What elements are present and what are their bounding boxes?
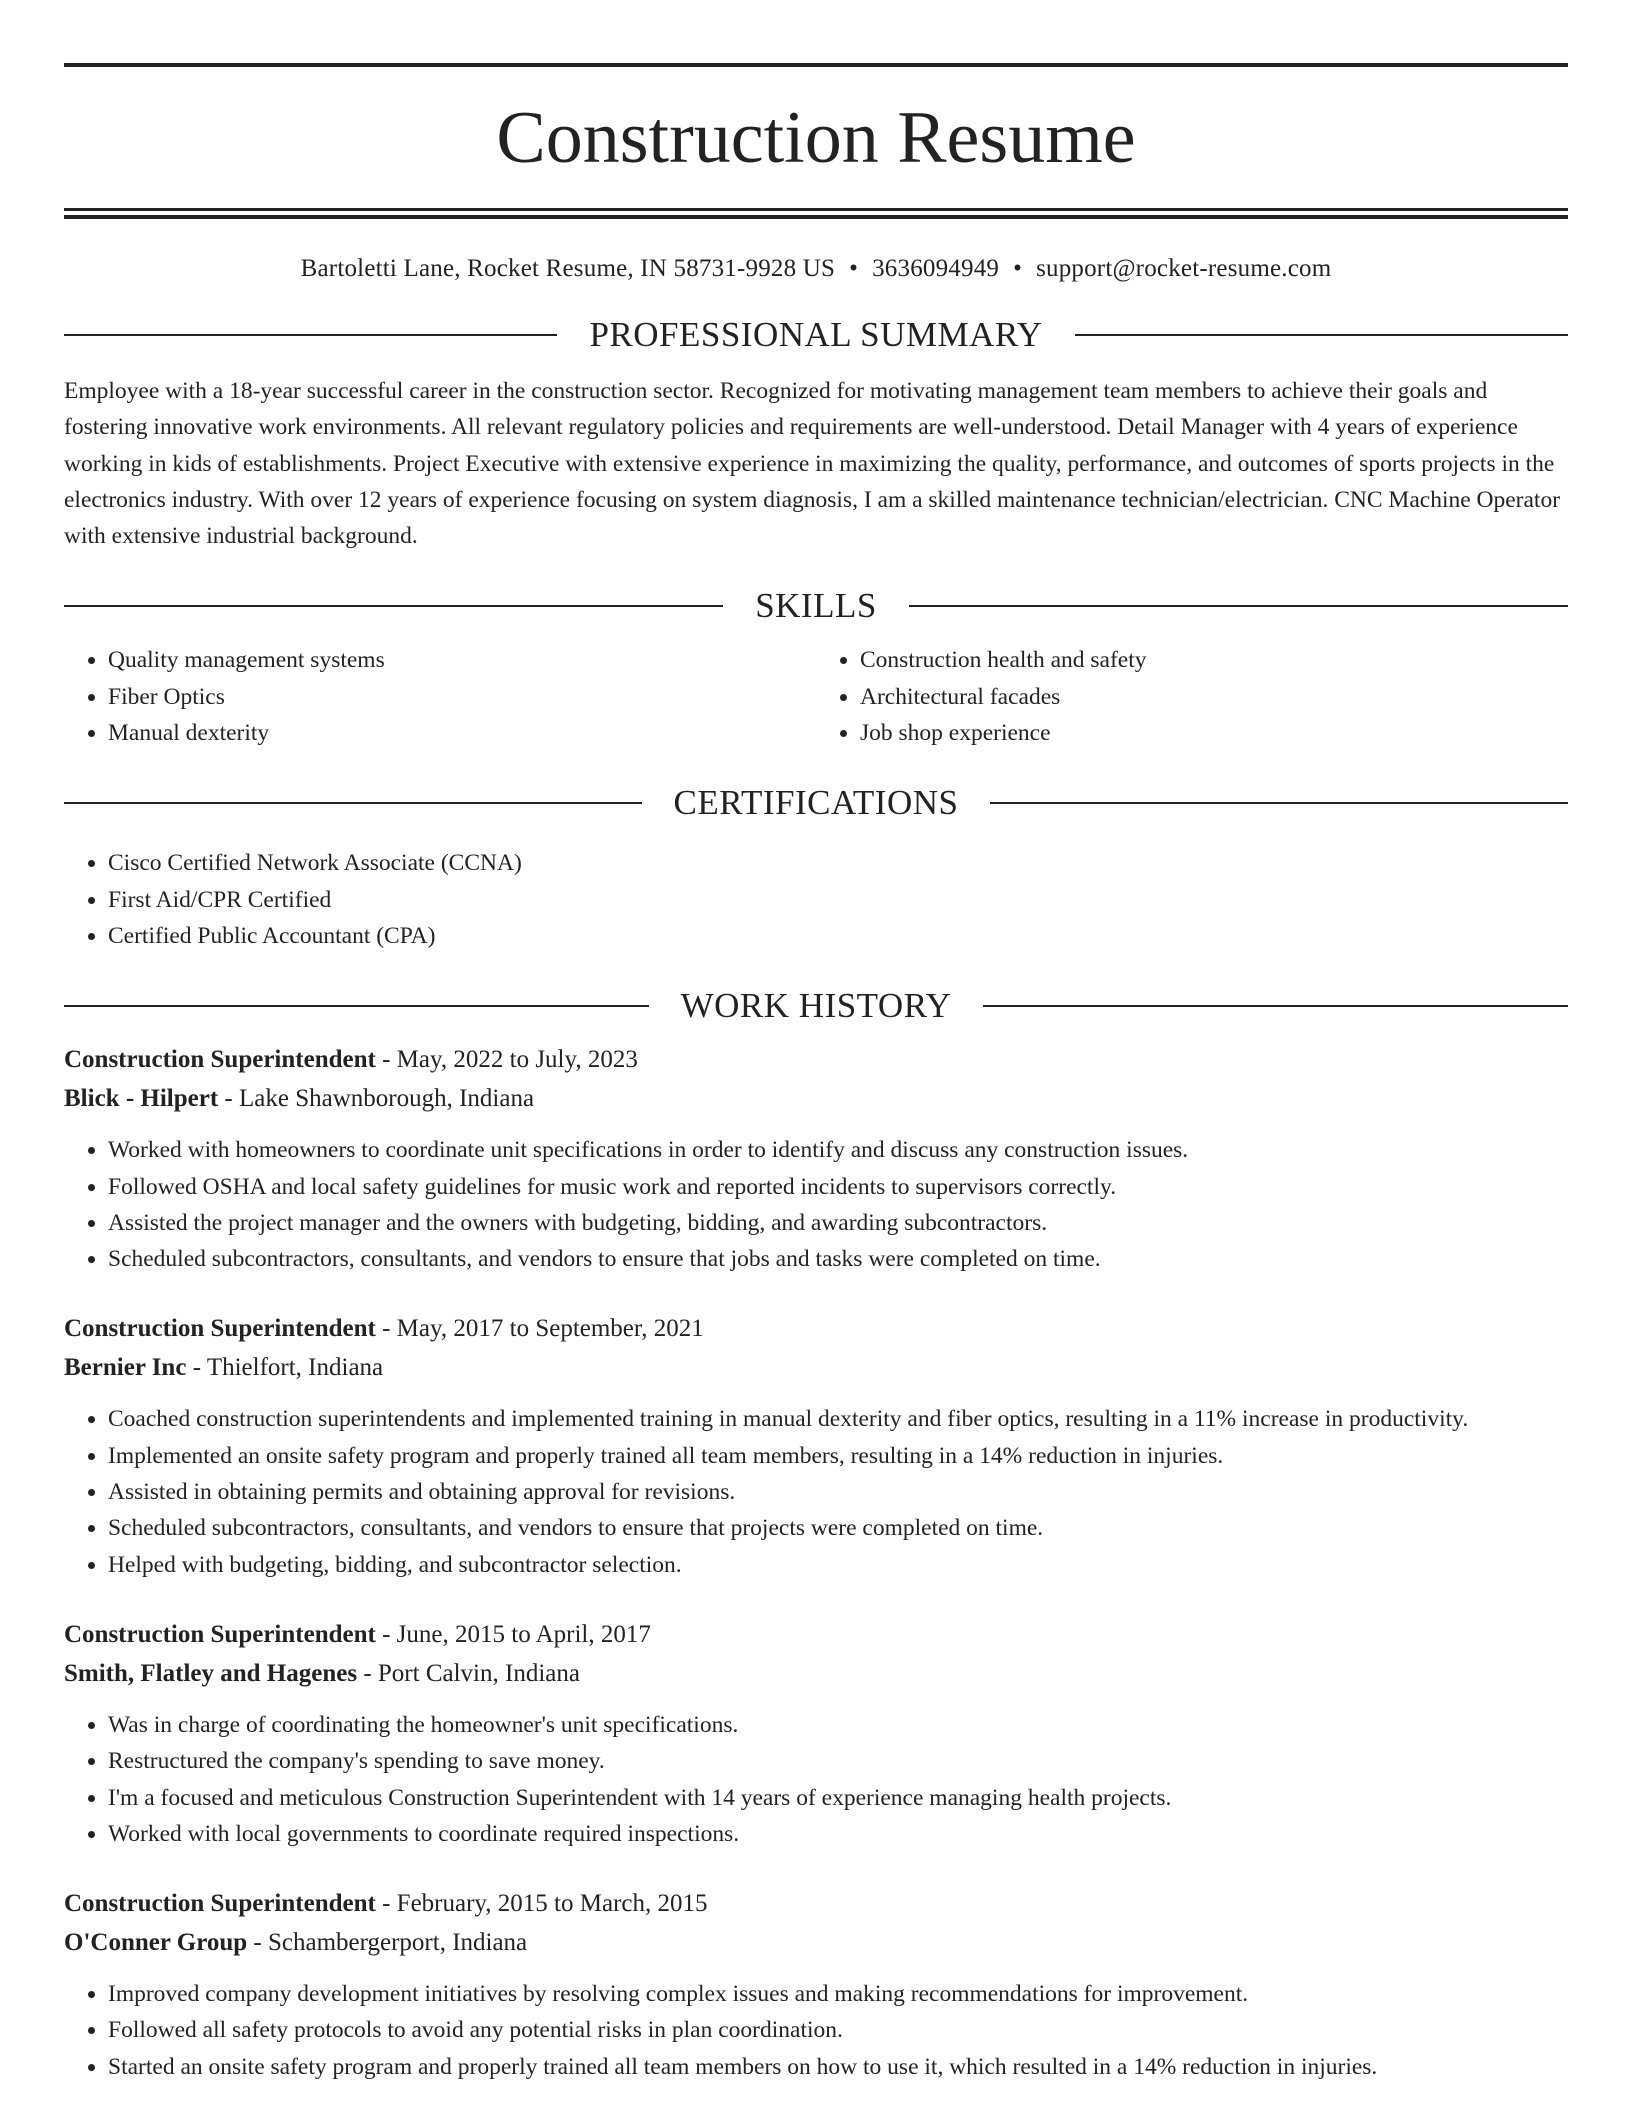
job-company: O'Conner Group: [64, 1929, 248, 1957]
job-company-line: [64, 1654, 1568, 1693]
skill-item: • Fiber Optics: [108, 679, 816, 715]
job-entry: [64, 1309, 1568, 1582]
header-rule-left: [64, 605, 723, 607]
top-rule: [64, 63, 1568, 67]
skill-item: • Quality management systems: [108, 642, 816, 678]
skills-columns: [64, 642, 1568, 751]
certifications-heading: CERTIFICATIONS: [673, 783, 959, 823]
job-title-line: [64, 1309, 1568, 1348]
job-company-line: [64, 1079, 1568, 1118]
header-rule-right: [990, 802, 1568, 804]
job-title: Construction Superintendent: [64, 1620, 376, 1648]
job-dash: -: [357, 1659, 378, 1687]
skills-section-header: [64, 584, 1568, 628]
job-title: Construction Superintendent: [64, 1890, 376, 1918]
job-bullet: • Implemented an onsite safety program and properly trained all team members, resulting in a 14% reduction in injuries.: [108, 1438, 1568, 1474]
header-rule-right: [983, 1005, 1568, 1007]
certification-item: • Cisco Certified Network Associate (CCNA): [108, 845, 1568, 881]
job-bullet: • I'm a focused and meticulous Construction Superintendent with 14 years of experience managing health projects.: [108, 1780, 1568, 1816]
job-bullet: • Worked with homeowners to coordinate unit specifications in order to identify and discuss any construction issues.: [108, 1132, 1568, 1168]
job-bullet: • Started an onsite safety program and properly trained all team members on how to use it, which resulted in a 14% reduction in injuries.: [108, 2049, 1568, 2085]
contact-phone: 3636094949: [872, 255, 1000, 282]
skills-list-left: [64, 642, 816, 751]
job-bullet: • Helped with budgeting, bidding, and subcontractor selection.: [108, 1547, 1568, 1583]
job-location: Schambergerport, Indiana: [267, 1929, 528, 1957]
summary-text: Employee with a 18-year successful career in the construction sector. Recognized for motivating management team members to achieve their goals and fostering innovative work environments. All relevant regulatory policies and requirements are well-understood. Detail Manager with 4 years of experience working in kids of establishments. Project Executive with extensive experience in maximizing the quality, performance, and outcomes of sports projects in the electronics industry. With over 12 years of experience focusing on system diagnosis, I am a skilled maintenance technician/electrician. CNC Machine Operator with extensive industrial background.: [64, 378, 1561, 550]
job-dash: -: [186, 1354, 207, 1382]
job-bullets: [64, 1401, 1568, 1582]
contact-email: support@rocket-resume.com: [1036, 255, 1332, 282]
job-company-line: [64, 1348, 1568, 1387]
skill-item: • Architectural facades: [860, 679, 1568, 715]
contact-line: [64, 255, 1568, 283]
job-dash: -: [375, 1315, 397, 1343]
job-title-line: [64, 1040, 1568, 1079]
work-heading: WORK HISTORY: [680, 986, 952, 1026]
header-rule-left: [64, 802, 642, 804]
header-rule-right: [1075, 334, 1568, 336]
job-entry: [64, 1040, 1568, 1277]
job-dash: -: [375, 1620, 397, 1648]
job-dash: -: [218, 1085, 239, 1113]
job-dates: February, 2015 to March, 2015: [396, 1890, 708, 1918]
header-rule-left: [64, 1005, 649, 1007]
job-bullet: • Worked with local governments to coordinate required inspections.: [108, 1816, 1568, 1852]
job-company: Smith, Flatley and Hagenes: [64, 1659, 358, 1687]
title-double-rule: [64, 208, 1568, 219]
job-dash: -: [247, 1929, 268, 1957]
certification-item: • First Aid/CPR Certified: [108, 882, 1568, 918]
summary-section-header: [64, 313, 1568, 357]
job-title-line: [64, 1884, 1568, 1923]
job-company-line: [64, 1923, 1568, 1962]
job-bullet: • Was in charge of coordinating the homeowner's unit specifications.: [108, 1707, 1568, 1743]
skill-item: • Construction health and safety: [860, 642, 1568, 678]
contact-address: Bartoletti Lane, Rocket Resume, IN 58731-9928 US: [300, 255, 836, 282]
skills-heading: SKILLS: [755, 586, 877, 626]
job-bullet: • Assisted the project manager and the owners with budgeting, bidding, and awarding subcontractors.: [108, 1205, 1568, 1241]
header-rule-right: [909, 605, 1568, 607]
contact-separator: •: [1013, 255, 1023, 282]
job-location: Lake Shawnborough, Indiana: [238, 1085, 535, 1113]
job-dates: May, 2022 to July, 2023: [396, 1046, 638, 1074]
skill-item: • Job shop experience: [860, 715, 1568, 751]
resume-page: [64, 0, 1568, 2085]
header-rule-left: [64, 334, 557, 336]
job-bullet: • Restructured the company's spending to save money.: [108, 1743, 1568, 1779]
skills-list-right: [816, 642, 1568, 751]
job-dates: May, 2017 to September, 2021: [396, 1315, 704, 1343]
job-bullet: • Scheduled subcontractors, consultants, and vendors to ensure that jobs and tasks were completed on time.: [108, 1241, 1568, 1277]
job-title: Construction Superintendent: [64, 1315, 376, 1343]
job-company: Blick - Hilpert: [64, 1085, 219, 1113]
job-bullet: • Followed all safety protocols to avoid any potential risks in plan coordination.: [108, 2012, 1568, 2048]
job-entry: [64, 1615, 1568, 1852]
page-title: Construction Resume: [496, 97, 1136, 179]
job-location: Thielfort, Indiana: [206, 1354, 384, 1382]
job-title-line: [64, 1615, 1568, 1654]
contact-separator: •: [849, 255, 859, 282]
job-location: Port Calvin, Indiana: [377, 1659, 580, 1687]
work-section-header: [64, 984, 1568, 1028]
skill-item: • Manual dexterity: [108, 715, 816, 751]
job-dash: -: [375, 1046, 397, 1074]
job-bullet: • Scheduled subcontractors, consultants, and vendors to ensure that projects were completed on time.: [108, 1510, 1568, 1546]
job-bullets: [64, 1707, 1568, 1852]
job-bullet: • Improved company development initiatives by resolving complex issues and making recommendations for improvement.: [108, 1976, 1568, 2012]
job-bullets: [64, 1976, 1568, 2085]
job-bullets: [64, 1132, 1568, 1277]
job-bullet: • Coached construction superintendents and implemented training in manual dexterity and fiber optics, resulting in a 11% increase in productivity.: [108, 1401, 1568, 1437]
certification-item: • Certified Public Accountant (CPA): [108, 918, 1568, 954]
summary-heading: PROFESSIONAL SUMMARY: [589, 315, 1043, 354]
job-company: Bernier Inc: [64, 1354, 187, 1382]
certifications-list: [64, 845, 1568, 954]
job-title: Construction Superintendent: [64, 1046, 376, 1074]
job-entry: [64, 1884, 1568, 2085]
job-dash: -: [375, 1890, 397, 1918]
job-bullet: • Assisted in obtaining permits and obtaining approval for revisions.: [108, 1474, 1568, 1510]
job-dates: June, 2015 to April, 2017: [396, 1620, 651, 1648]
certifications-section-header: [64, 781, 1568, 825]
job-bullet: • Followed OSHA and local safety guidelines for music work and reported incidents to supervisors correctly.: [108, 1169, 1568, 1205]
